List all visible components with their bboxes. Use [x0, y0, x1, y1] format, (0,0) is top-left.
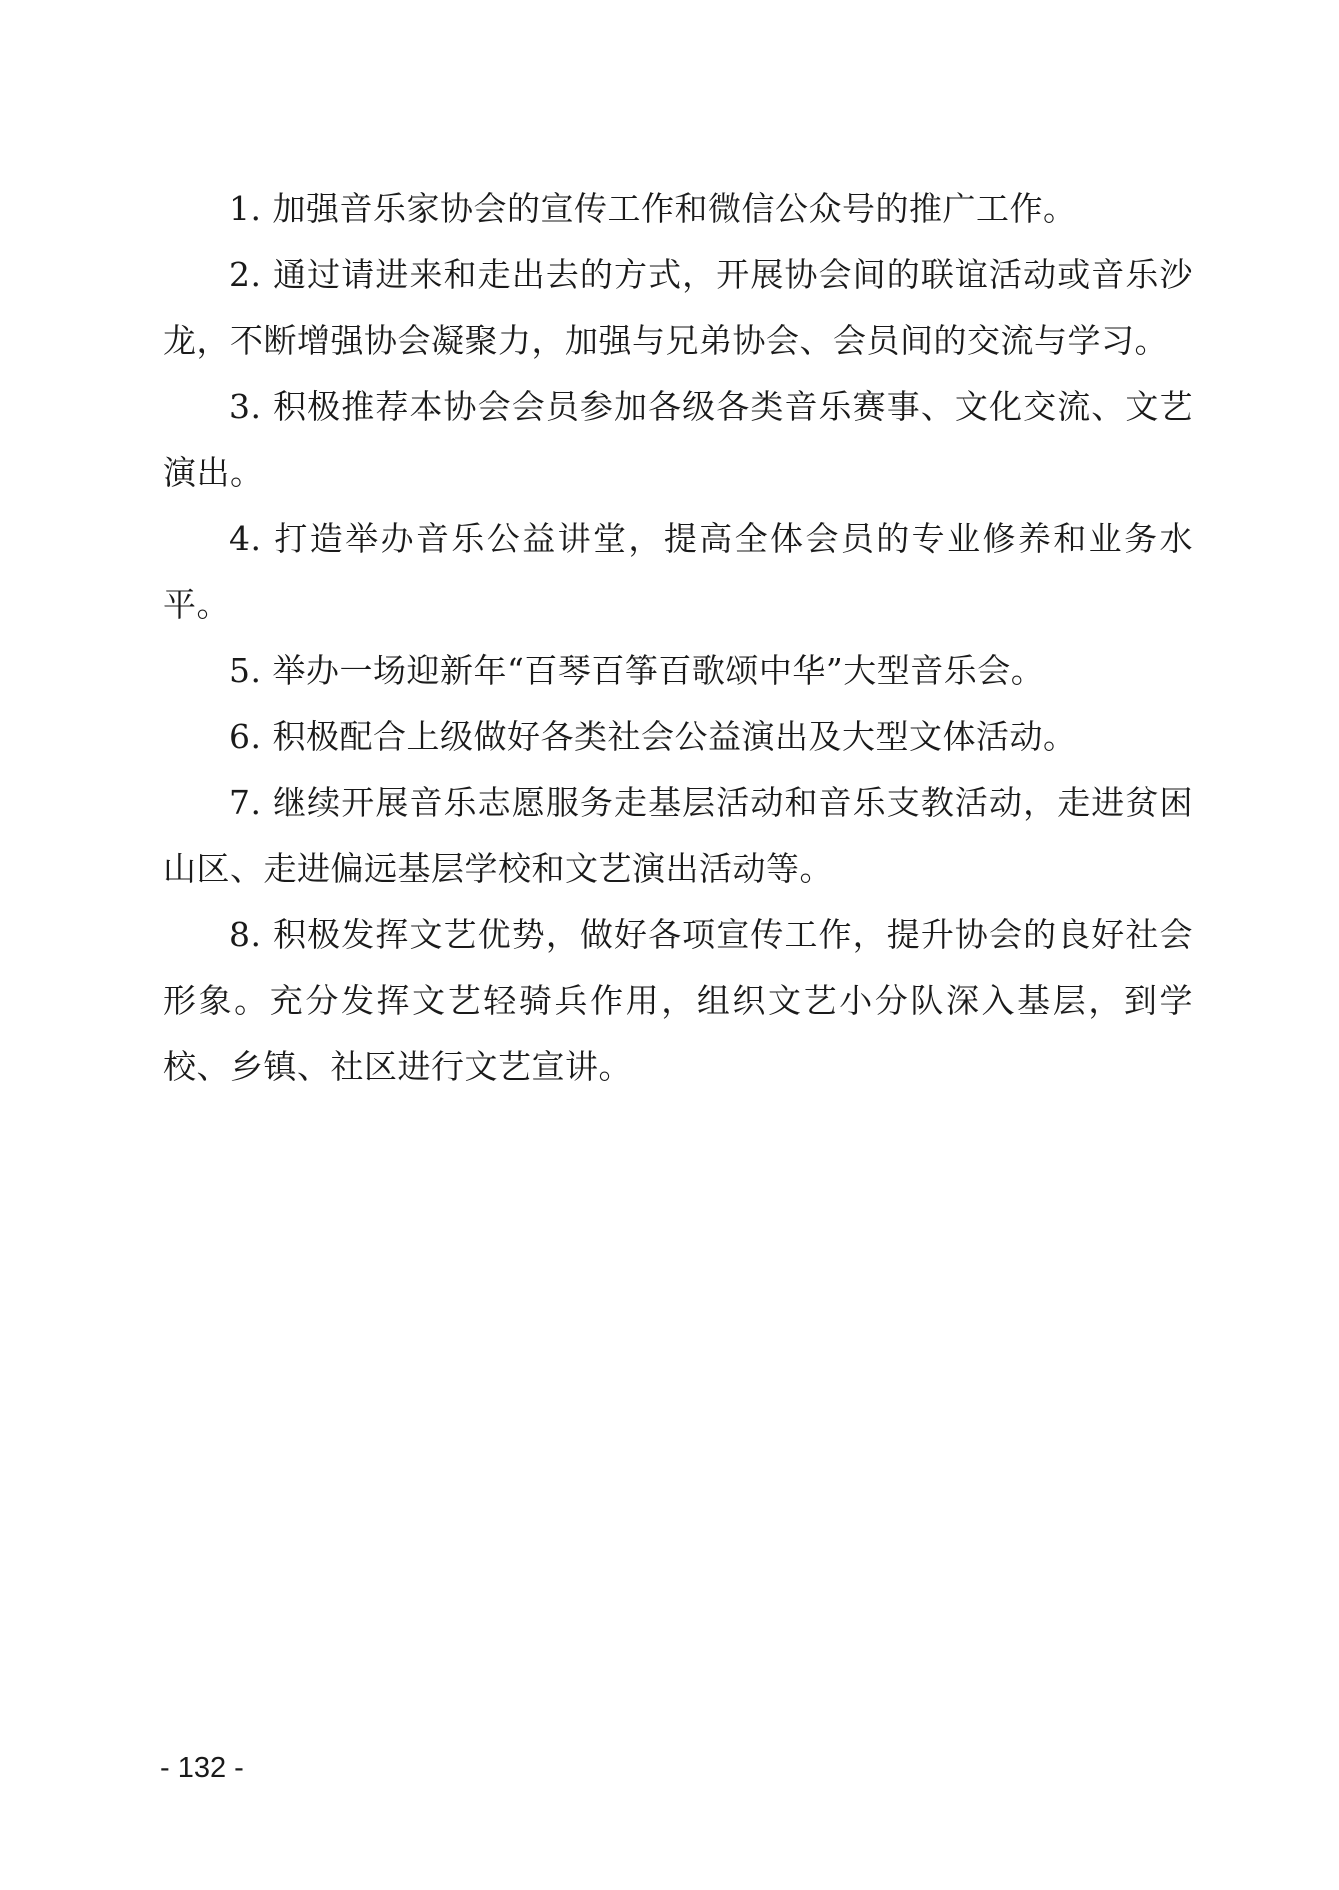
- list-item-4: 4. 打造举办音乐公益讲堂，提高全体会员的专业修养和业务水平。: [163, 519, 1193, 624]
- list-item-7: 7. 继续开展音乐志愿服务走基层活动和音乐支教活动，走进贫困山区、走进偏远基层学校和文艺演出活动等。: [163, 783, 1193, 888]
- list-item-8: 8. 积极发挥文艺优势，做好各项宣传工作，提升协会的良好社会形象。充分发挥文艺轻骑兵作用，组织文艺小分队深入基层，到学校、乡镇、社区进行文艺宣讲。: [163, 915, 1193, 1086]
- page-number: - 132 -: [160, 1752, 244, 1784]
- list-item-2: 2. 通过请进来和走出去的方式，开展协会间的联谊活动或音乐沙龙，不断增强协会凝聚力，加强与兄弟协会、会员间的交流与学习。: [163, 255, 1193, 360]
- list-item-5: 5. 举办一场迎新年“百琴百筝百歌颂中华”大型音乐会。: [229, 651, 1045, 690]
- list-item-6: 6. 积极配合上级做好各类社会公益演出及大型文体活动。: [229, 717, 1077, 756]
- document-body: [163, 176, 1193, 1100]
- list-item-1: 1. 加强音乐家协会的宣传工作和微信公众号的推广工作。: [229, 189, 1077, 228]
- list-item-3: 3. 积极推荐本协会会员参加各级各类音乐赛事、文化交流、文艺演出。: [163, 387, 1193, 492]
